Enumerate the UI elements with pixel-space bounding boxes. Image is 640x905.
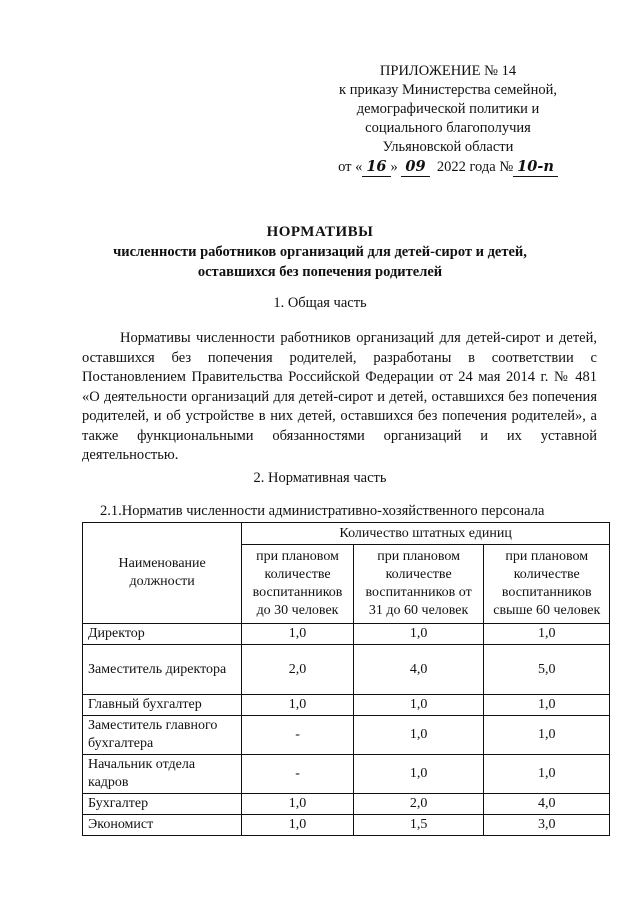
value-over-60: 1,0	[484, 755, 610, 794]
table-row	[83, 624, 610, 645]
value-over-60: 1,0	[484, 716, 610, 755]
value-up-to-30: -	[242, 755, 353, 794]
table-row	[83, 815, 610, 836]
col-header-over-60: при плановом количестве воспитанников свыше 60 человек	[484, 545, 610, 624]
position-name: Заместитель директора	[83, 645, 242, 695]
date-prefix: от «	[338, 159, 363, 175]
handwritten-day: 16	[362, 157, 390, 177]
value-up-to-30: -	[242, 716, 353, 755]
value-31-60: 1,0	[353, 755, 484, 794]
value-up-to-30: 2,0	[242, 645, 353, 695]
col-header-position: Наименование должности	[83, 523, 242, 624]
position-name: Главный бухгалтер	[83, 695, 242, 716]
table-header-row	[83, 523, 610, 545]
staff-norm-table	[82, 522, 610, 836]
order-line-3: социального благополучия	[365, 120, 531, 136]
table-row	[83, 755, 610, 794]
position-name: Бухгалтер	[83, 794, 242, 815]
value-up-to-30: 1,0	[242, 695, 353, 716]
order-date-line	[300, 157, 596, 177]
table-row	[83, 645, 610, 695]
position-name: Директор	[83, 624, 242, 645]
handwritten-number: 10-п	[513, 157, 558, 177]
value-31-60: 1,5	[353, 815, 484, 836]
value-31-60: 1,0	[353, 695, 484, 716]
handwritten-month: 09	[401, 157, 429, 177]
value-up-to-30: 1,0	[242, 794, 353, 815]
section-1-title: 1. Общая часть	[273, 295, 367, 311]
value-up-to-30: 1,0	[242, 815, 353, 836]
value-up-to-30: 1,0	[242, 624, 353, 645]
value-31-60: 4,0	[353, 645, 484, 695]
position-name: Заместитель главного бухгалтера	[83, 716, 242, 755]
table-row	[83, 794, 610, 815]
title-line-2: численности работников организаций для детей-сирот и детей,	[113, 244, 527, 260]
value-31-60: 2,0	[353, 794, 484, 815]
general-paragraph	[82, 329, 597, 466]
order-line-1: к приказу Министерства семейной,	[339, 82, 557, 98]
col-header-group: Количество штатных единиц	[242, 523, 610, 545]
table-row	[83, 716, 610, 755]
value-over-60: 3,0	[484, 815, 610, 836]
value-over-60: 4,0	[484, 794, 610, 815]
col-header-31-60: при плановом количестве воспитанников от 31 до 60 человек	[353, 545, 484, 624]
table-caption: 2.1.Норматив численности административно-хозяйственного персонала	[100, 503, 545, 519]
col-header-up-to-30: при плановом количестве воспитанников до 30 человек	[242, 545, 353, 624]
value-over-60: 5,0	[484, 645, 610, 695]
order-line-4: Ульяновской области	[382, 139, 514, 155]
title-line-3: оставшихся без попечения родителей	[197, 264, 443, 280]
year-text: 2022 года №	[436, 159, 514, 175]
value-over-60: 1,0	[484, 624, 610, 645]
appendix-number: ПРИЛОЖЕНИЕ № 14	[379, 63, 517, 79]
title-line-1: НОРМАТИВЫ	[266, 224, 374, 240]
table-row	[83, 695, 610, 716]
document-title	[80, 222, 560, 282]
position-name: Экономист	[83, 815, 242, 836]
value-over-60: 1,0	[484, 695, 610, 716]
date-quote: »	[390, 159, 398, 175]
order-line-2: демографической политики и	[356, 101, 540, 117]
position-name: Начальник отдела кадров	[83, 755, 242, 794]
appendix-header	[300, 62, 596, 177]
value-31-60: 1,0	[353, 624, 484, 645]
value-31-60: 1,0	[353, 716, 484, 755]
paragraph-text: Нормативы численности работников организаций для детей-сирот и детей, оставшихся без попечения родителей, разработаны в соответствии с Постановлением Правительства Российской Федерации от 24 мая 2014 г. № 481 «О деятельности организаций для детей-сирот и детей, оставшихся без попечения родителей, и об устройстве в них детей, оставшихся без попечения родителей», а также функциональными обязанностями организаций и их уставной деятельностью.	[82, 330, 597, 463]
section-2-title: 2. Нормативная часть	[253, 470, 387, 486]
